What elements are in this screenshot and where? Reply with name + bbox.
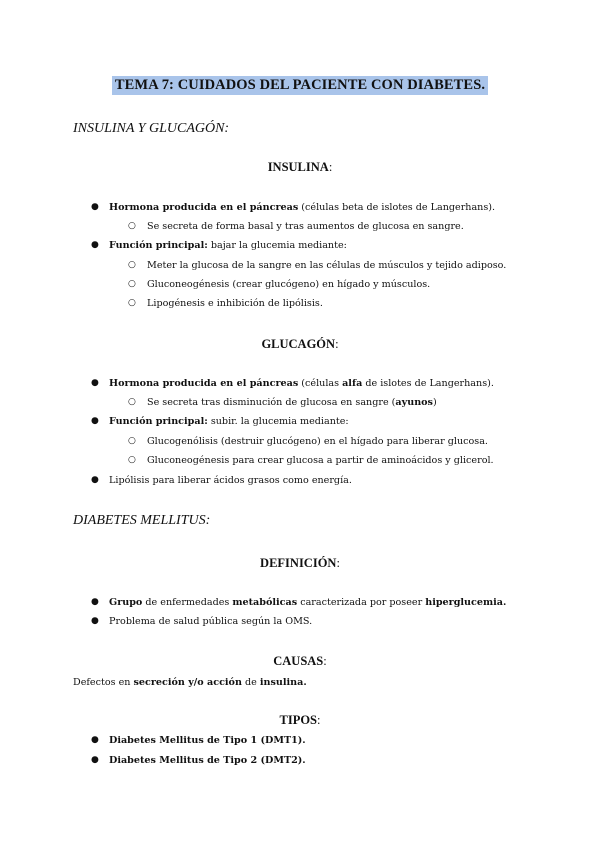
bullet-icon: ● [91, 597, 99, 607]
list-item-bold-alfa: alfa [342, 378, 363, 389]
subheading-definicion-colon: : [336, 556, 340, 570]
list-item-bold: Hormona producida en el páncreas [109, 202, 299, 213]
circle-bullet-icon: ○ [128, 221, 136, 231]
list-item-bold-metabolicas: metabólicas [232, 597, 298, 608]
list-subitem: Meter la glucosa de la sangre en las células de músculos y tejido adiposo. [147, 260, 507, 271]
list-item-bold: Función principal: [109, 240, 208, 251]
section-heading-insulina-glucagon: INSULINA Y GLUCAGÓN: [73, 121, 230, 136]
bullet-icon: ● [91, 735, 99, 745]
page-title: TEMA 7: CUIDADOS DEL PACIENTE CON DIABETES. [112, 76, 488, 95]
subheading-causas-text: CAUSAS [273, 654, 324, 668]
bullet-icon: ● [91, 755, 99, 765]
list-subitem: Se secreta de forma basal y tras aumentos de glucosa en sangre. [147, 221, 464, 232]
causas-text-c: de [241, 677, 260, 688]
list-item-text: (células beta de islotes de Langerhans). [298, 202, 496, 213]
subheading-tipos-colon: : [317, 713, 321, 727]
list-subitem: Gluconeogénesis (crear glucógeno) en hígado y músculos. [147, 279, 431, 290]
list-item [109, 202, 495, 213]
bullet-icon: ● [91, 475, 99, 485]
bullet-icon: ● [91, 616, 99, 626]
circle-bullet-icon: ○ [128, 298, 136, 308]
list-subitem [147, 397, 437, 408]
subheading-definicion-text: DEFINICIÓN [260, 556, 337, 570]
subheading-definicion [0, 556, 600, 571]
circle-bullet-icon: ○ [128, 279, 136, 289]
list-item-text: de enfermedades [142, 597, 233, 608]
list-item-bold-dmt1: Diabetes Mellitus de Tipo 1 (DMT1). [109, 735, 306, 746]
list-item [109, 755, 306, 766]
circle-bullet-icon: ○ [128, 260, 136, 270]
list-subitem: Gluconeogénesis para crear glucosa a partir de aminoácidos y glicerol. [147, 455, 494, 466]
subheading-glucagon-text: GLUCAGÓN [261, 337, 336, 351]
causas-text [73, 677, 307, 688]
list-subitem-close: ) [432, 397, 437, 408]
list-item: Lipólisis para liberar ácidos grasos como energía. [109, 475, 352, 486]
list-item-bold-hiperglucemia: hiperglucemia. [425, 597, 507, 608]
list-item-bold-dmt2: Diabetes Mellitus de Tipo 2 (DMT2). [109, 755, 306, 766]
list-item [109, 597, 506, 608]
list-item-text-end: de islotes de Langerhans). [362, 378, 494, 389]
list-subitem-bold: ayunos [395, 397, 433, 408]
list-item: Problema de salud pública según la OMS. [109, 616, 313, 627]
list-item-text: subir. la glucemia mediante: [207, 416, 349, 427]
causas-text-a: Defectos en [73, 677, 134, 688]
list-item-text: bajar la glucemia mediante: [207, 240, 347, 251]
list-item [109, 735, 306, 746]
list-item-bold: Hormona producida en el páncreas [109, 378, 299, 389]
list-item-text-2: caracterizada por poseer [297, 597, 426, 608]
circle-bullet-icon: ○ [128, 455, 136, 465]
list-item-bold: Función principal: [109, 416, 208, 427]
bullet-icon: ● [91, 416, 99, 426]
list-subitem-text: Se secreta tras disminución de glucosa en sangre ( [147, 397, 396, 408]
subheading-insulina-text: INSULINA [267, 160, 329, 174]
bullet-icon: ● [91, 378, 99, 388]
list-item-bold-grupo: Grupo [109, 597, 143, 608]
subheading-glucagon [0, 337, 600, 352]
causas-bold-secrecion: secreción y/o acción [133, 677, 242, 688]
list-item [109, 416, 349, 427]
bullet-icon: ● [91, 240, 99, 250]
section-heading-diabetes: DIABETES MELLITUS: [73, 513, 211, 528]
causas-bold-insulina: insulina. [259, 677, 307, 688]
subheading-glucagon-colon: : [335, 337, 339, 351]
title-wrap [0, 74, 600, 95]
subheading-causas-colon: : [323, 654, 327, 668]
circle-bullet-icon: ○ [128, 397, 136, 407]
list-subitem: Glucogenólisis (destruir glucógeno) en el hígado para liberar glucosa. [147, 436, 488, 447]
list-item [109, 240, 347, 251]
subheading-insulina [0, 160, 600, 175]
subheading-insulina-colon: : [328, 160, 333, 174]
bullet-icon: ● [91, 202, 99, 212]
list-item-text: (células [298, 378, 343, 389]
list-item [109, 378, 494, 389]
circle-bullet-icon: ○ [128, 436, 136, 446]
list-subitem: Lipogénesis e inhibición de lipólisis. [147, 298, 323, 309]
subheading-tipos-text: TIPOS [279, 713, 318, 727]
subheading-causas [0, 654, 600, 669]
subheading-tipos [0, 713, 600, 728]
